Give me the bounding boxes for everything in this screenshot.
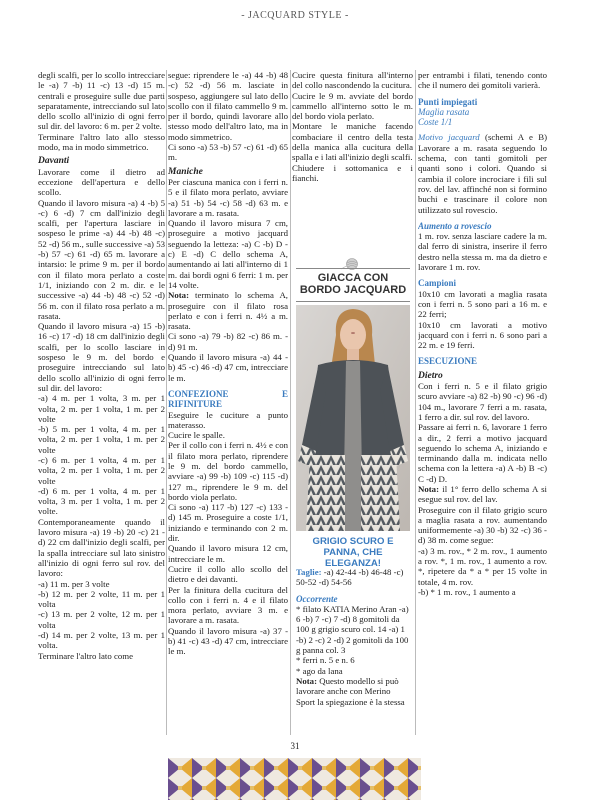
- column-rule: [166, 70, 167, 735]
- note-label: Nota:: [418, 483, 440, 494]
- section-heading: CONFEZIONE E RIFINITURE: [168, 388, 288, 410]
- body-paragraph: Cucire il collo allo scollo del dietro e dei davanti.: [168, 563, 288, 585]
- body-paragraph: Quando il lavoro misura 7 cm, proseguire a motivo jacquard seguendo la letteza: -a) C -b) D -c) E -d) C dello schema A, aumentando ai lati all'interno di 1 m. dai bordi ogni 6 ferri: 1 m. per 14 volte.: [168, 218, 288, 290]
- body-paragraph: Proseguire con il filato grigio scuro a maglia rasata a rov. aumentando uniformemente -a) 30 -b) 32 -c) 36 -d) 38 m. come segue:: [418, 504, 547, 546]
- body-paragraph: -a) 4 m. per 1 volta, 3 m. per 1 volta, 2 m. per 1 volta, 1 m. per 2 volte: [38, 393, 165, 424]
- body-paragraph: Cucire le 9 m. avviate del bordo cammello all'interno sotto le m. del bordo viola perlato.: [292, 90, 413, 122]
- body-paragraph: -b) * 1 m. rov., 1 aumento a: [418, 586, 516, 597]
- section-heading: Campioni: [418, 278, 457, 289]
- note-paragraph: [168, 290, 288, 331]
- body-paragraph: segue: riprendere le -a) 44 -b) 48 -c) 52 -d) 56 m. lasciate in sospeso, aggiungere sul lato dello scollo con il filato cammello 9 m. per il bordo, quindi lavorare allo stesso modo dell'altro lato, ma in modo simmetrico.: [168, 70, 288, 142]
- body-paragraph: Ci sono -a) 79 -b) 82 -c) 86 m. -d) 91 m.: [168, 331, 288, 352]
- knit-swatch-image: [168, 758, 421, 800]
- body-paragraph: Quando il lavoro misura -a) 15 -b) 16 -c) 17 -d) 18 cm dall'inizio degli scalfi, per lo scollo lasciare in sospeso le 9 m. del bordo e proseguire intrecciando sul lato dello scollo all'inizio di ogni ferro sul dir. del lavoro:: [38, 321, 165, 393]
- column-4: [418, 70, 547, 735]
- model-title: GIACCA CON BORDO JACQUARD: [299, 272, 407, 296]
- model-subtitle: GRIGIO SCURO E PANNA, CHE ELEGANZA!: [312, 536, 394, 569]
- note-paragraph: [296, 567, 410, 588]
- body-paragraph: per entrambi i filati, tenendo conto che il numero dei gomitoli varierà.: [418, 70, 547, 91]
- body-paragraph: Quando il lavoro misura -a) 4 -b) 5 -c) 6 -d) 7 cm dall'inizio degli scalfi, per l'apertura lasciare in sospeso le prime -a) 44 -b) 48 -c) 52 -d) 56 m., sulle successive -a) 53 -b) 57 -c) 61 -d) 65 m. lavorare a intarsio: le prime 9 m. per il bordo con il filato mora perlato a coste 1/1, iniziando con 2 m. dir. e le successive -a) 44 -b) 48 -c) 52 -d) 56 m. con il filato rosa perlato a m. rasata.: [38, 197, 165, 321]
- note-text: -a) 42-44 -b) 46-48 -c) 50-52 -d) 54-56: [296, 567, 404, 588]
- body-paragraph: Passare ai ferri n. 6, lavorare 1 ferro a dir., 2 ferri a motivo jacquard seguendo lo schema A, iniziando e terminando dalla m. indicata nello schema con la lettera -a) A -b) B -c) C -d) D.: [418, 422, 547, 484]
- body-paragraph: Chiudere i sottomanica e i fianchi.: [292, 162, 413, 183]
- body-paragraph: -a) 11 m. per 3 volte: [38, 578, 110, 589]
- body-paragraph: Con i ferri n. 5 e il filato grigio scuro avviare -a) 82 -b) 90 -c) 96 -d) 104 m., lavorare 7 ferri a m. rasata, 1 ferro a dir. sul rov. del lavoro.: [418, 381, 547, 422]
- materials-block: [296, 567, 410, 707]
- column-rule: [415, 70, 416, 735]
- body-paragraph: -c) 13 m. per 2 volte, 12 m. per 1 volta: [38, 609, 165, 630]
- body-paragraph: * ago da lana: [296, 665, 343, 676]
- body-paragraph: Per la finitura della cucitura del collo con i ferri n. 4 e il filato mora perlato, avviare 3 m. e lavorare a m. rasata.: [168, 584, 288, 626]
- note-paragraph: [296, 676, 410, 707]
- box-rule-top: [296, 268, 410, 269]
- watermark: PassionForum.ru: [482, 789, 551, 799]
- body-paragraph: -a) 3 m. rov., * 2 m. rov., 1 aumento a rov. *, 1 m. rov., 1 aumento a rov. *, ripetere da * a * per 15 volte in totale, 4 m. rov.: [418, 545, 547, 587]
- body-paragraph: Ci sono -a) 53 -b) 57 -c) 61 -d) 65 m.: [168, 142, 288, 163]
- section-heading: Dietro: [418, 370, 443, 381]
- body-paragraph: 1 m. rov. senza lasciare cadere la m. dal ferro di sinistra, inserire il ferro destro nella stessa m. ma da dietro e lavorare 1 m. rov.: [418, 231, 547, 273]
- body-paragraph: -b) 12 m. per 2 volte, 11 m. per 1 volta: [38, 588, 165, 610]
- body-paragraph: Terminare l'altro lato allo stesso modo, ma in modo simmetrico.: [38, 131, 165, 153]
- note-text: il 1° ferro dello schema A si esegue sul rov. del lav.: [418, 483, 547, 505]
- note-text: (schemi A e B) Lavorare a m. rasata seguendo lo schema, con tanti gomitoli per quanti sono i colori. Quando si cambia il colore incrociare i fili sul rov. del lav. affinché non si formino buchi e trascinare il colore non utilizzato sul rovescio.: [418, 132, 547, 215]
- body-paragraph: Quando il lavoro misura -a) 44 -b) 45 -c) 46 -d) 47 cm, intrecciare le m.: [168, 352, 288, 383]
- section-heading: Maniche: [168, 166, 203, 177]
- body-paragraph: Montare le maniche facendo combaciare il centro della testa della manica alla cucitura della spalla e i lati all'inizio degli scalfi.: [292, 121, 413, 163]
- body-paragraph: Contemporaneamente quando il lavoro misura -a) 19 -b) 20 -c) 21 -d) 22 cm dall'inizio degli scalfi, per la spalla intrecciare sul lato sinistro all'inizio di ogni ferro sul rov. del lavoro:: [38, 516, 165, 579]
- column-1: [38, 70, 165, 735]
- body-paragraph: Quando il lavoro misura 12 cm, intrecciare le m.: [168, 543, 288, 564]
- note-text: terminato lo schema A, proseguire con il filato rosa perlato e con i ferri n. 4½ a m. rasata.: [168, 290, 288, 332]
- note-label: Motivo jacquard: [418, 132, 480, 143]
- section-heading: Occorrente: [296, 593, 338, 604]
- running-header: - JACQUARD STYLE -: [241, 10, 349, 21]
- note-label: Nota:: [168, 290, 190, 301]
- model-photo: [296, 305, 410, 531]
- note-paragraph: [418, 132, 547, 214]
- body-paragraph: -d) 14 m. per 2 volte, 13 m. per 1 volta.: [38, 630, 165, 651]
- body-paragraph: * ferri n. 5 e n. 6: [296, 655, 355, 666]
- body-paragraph: Terminare l'altro lato come: [38, 650, 134, 661]
- body-paragraph: Lavorare come il dietro ad eccezione dell'apertura e dello scollo.: [38, 166, 165, 198]
- body-paragraph: Eseguire le cuciture a punto materasso.: [168, 409, 288, 430]
- section-heading: Maglia rasata: [418, 106, 470, 117]
- body-paragraph: -b) 5 m. per 1 volta, 4 m. per 1 volta, 2 m. per 1 volta, 1 m. per 2 volte: [38, 424, 165, 455]
- body-paragraph: Ci sono -a) 117 -b) 127 -c) 133 -d) 145 m. Proseguire a coste 1/1, iniziando e terminando con 2 m. dir.: [168, 502, 288, 544]
- note-label: Nota:: [296, 675, 318, 686]
- body-paragraph: -d) 6 m. per 1 volta, 4 m. per 1 volta, 3 m. per 1 volta, 1 m. per 2 volte.: [38, 485, 165, 517]
- body-paragraph: * filato KATIA Merino Aran -a) 6 -b) 7 -c) 7 -d) 8 gomitoli da 100 g grigio scuro col. 14 -a) 1 -b) 2 -c) 2 -d) 2 gomitoli da 100 g panna col. 3: [296, 603, 409, 656]
- column-2: [168, 70, 288, 735]
- body-paragraph: Per il collo con i ferri n. 4½ e con il filato mora perlato, riprendere le 9 m. del bordo cammello, avviare -a) 99 -b) 109 -c) 115 -d) 127 m., riprendere le 9 m. del bordo viola perlato.: [168, 440, 288, 502]
- body-paragraph: Quando il lavoro misura -a) 37 -b) 41 -c) 43 -d) 47 cm, intrecciare le m.: [168, 625, 288, 657]
- section-heading: ESECUZIONE: [418, 356, 478, 367]
- box-rule-bottom: [296, 301, 410, 302]
- body-paragraph: 10x10 cm lavorati a motivo jacquard con i ferri n. 6 sono pari a 22 m. e 19 ferri.: [418, 319, 547, 351]
- column-rule: [290, 70, 291, 735]
- body-paragraph: -c) 6 m. per 1 volta, 4 m. per 1 volta, 2 m. per 1 volta, 1 m. per 2 volte: [38, 454, 165, 486]
- note-paragraph: [418, 484, 547, 505]
- section-heading: Davanti: [38, 156, 70, 167]
- section-heading: Aumento a rovescio: [418, 220, 492, 231]
- section-heading: Punti impiegati: [418, 96, 478, 107]
- body-paragraph: Cucire le spalle.: [168, 430, 225, 441]
- page-number: 31: [290, 741, 300, 751]
- body-paragraph: 10x10 cm lavorati a maglia rasata con i ferri n. 5 sono pari a 16 m. e 22 ferri;: [418, 288, 547, 320]
- body-paragraph: degli scalfi, per lo scollo intrecciare le -a) 7 -b) 11 -c) 13 -d) 15 m. centrali e proseguire sulle due parti separatamente, intrecciando sul lato dello scollo all'inizio di ogni ferro sul dir. del lavoro: 6 m. per 2 volte.: [38, 70, 165, 132]
- body-paragraph: Per ciascuna manica con i ferri n. 5 e il filato mora perlato, avviare -a) 51 -b) 54 -c) 58 -d) 63 m. e lavorare a m. rasata.: [168, 176, 288, 218]
- body-paragraph: Cucire questa finitura all'interno del collo nascondendo la cucitura.: [292, 70, 413, 91]
- section-heading: Coste 1/1: [418, 117, 453, 128]
- note-label: Taglie:: [296, 567, 322, 577]
- note-text: Questo modello si può lavorare anche con Merino Sport la spiegazione è la stessa: [296, 675, 405, 707]
